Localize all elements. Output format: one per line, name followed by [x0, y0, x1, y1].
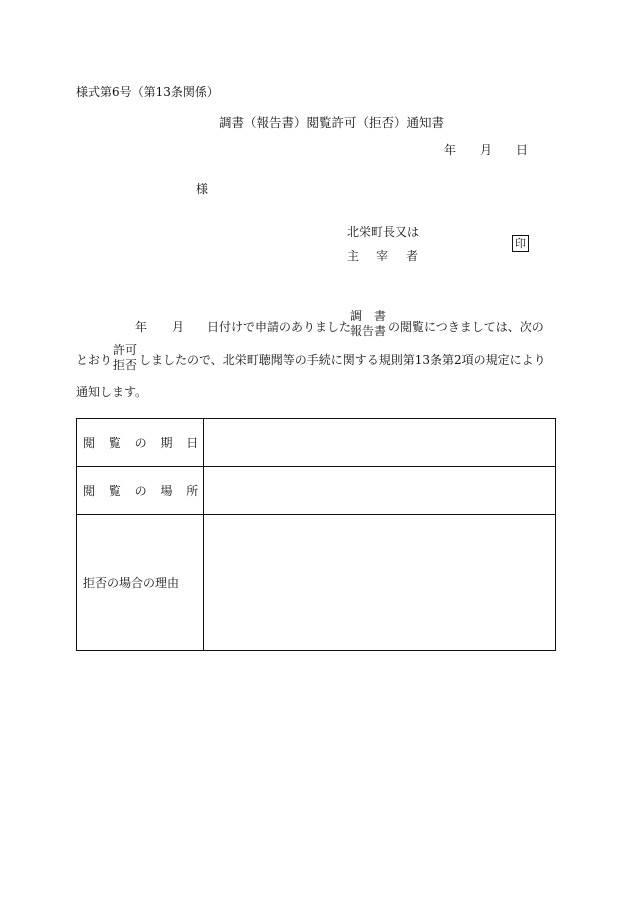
- row-value-place: [204, 467, 556, 515]
- document-type-bottom: 報告書: [350, 324, 387, 338]
- sender-host-char-3: 者: [406, 249, 419, 263]
- body-year-label: 年: [135, 320, 148, 334]
- row-label-reason: 拒否の場合の理由: [77, 515, 204, 651]
- body-line1-tail: の閲覧につきましては、次の: [388, 320, 544, 334]
- document-title: 調書（報告書）閲覧許可（拒否）通知書: [219, 115, 445, 130]
- sender-title: 北栄町長又は: [347, 225, 420, 239]
- body-line2-head: とおり: [76, 353, 113, 367]
- date-year-label: 年: [444, 143, 457, 157]
- body-line1-text: 日付けで申請のありました: [207, 320, 352, 334]
- row-value-date: [204, 419, 556, 467]
- sender-host-char-2: 宰: [376, 249, 389, 263]
- table-row: [77, 419, 556, 467]
- document-type-choice: [350, 309, 386, 339]
- body-line2-text: しましたので、北栄町聴聞等の手続に関する規則第13条第2項の規定により: [139, 353, 546, 367]
- seal-mark: 印: [512, 235, 529, 252]
- addressee-suffix: 様: [196, 182, 209, 196]
- row-value-reason: [204, 515, 556, 651]
- table-row: [77, 515, 556, 651]
- permission-choice: [113, 343, 137, 373]
- body-month-label: 月: [172, 320, 185, 334]
- row-label-date: 閲 覧 の 期 日: [77, 419, 204, 467]
- sender-host-char-1: 主: [347, 249, 360, 263]
- permission-bottom: 拒否: [113, 358, 138, 372]
- permission-top: 許可: [113, 343, 138, 357]
- date-month-label: 月: [480, 143, 493, 157]
- document-type-top: 調 書: [350, 309, 387, 323]
- table-row: [77, 467, 556, 515]
- row-label-place: 閲 覧 の 場 所: [77, 467, 204, 515]
- date-day-label: 日: [516, 143, 529, 157]
- body-line3-text: 通知します。: [76, 385, 148, 399]
- inspection-table: [76, 418, 556, 651]
- form-number: 様式第6号（第13条関係）: [76, 85, 219, 99]
